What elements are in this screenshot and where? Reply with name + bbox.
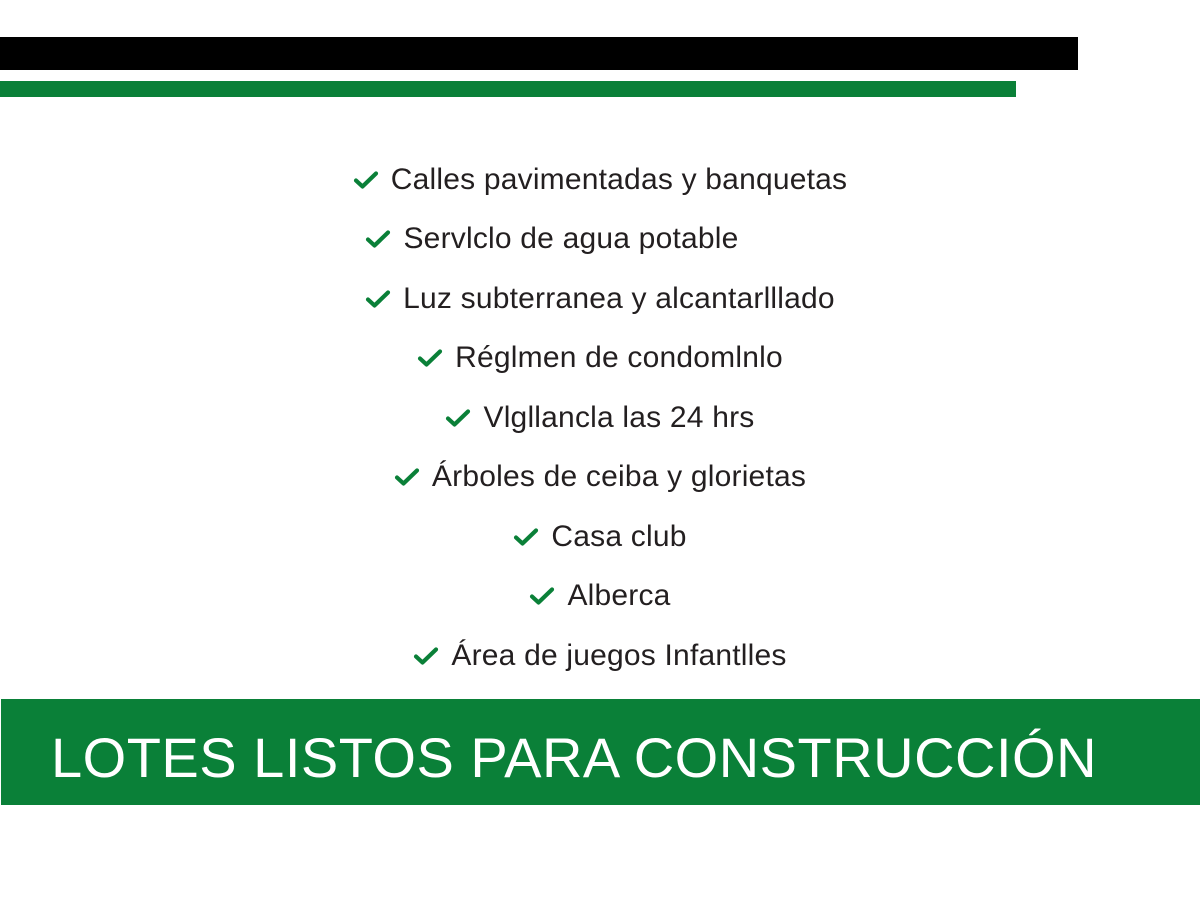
check-icon: [394, 466, 420, 488]
list-item: [0, 210, 1152, 270]
amenities-list: [0, 150, 1200, 686]
cta-banner: [1, 699, 1200, 805]
list-item: [0, 626, 1200, 686]
check-icon: [529, 585, 555, 607]
check-icon: [365, 228, 391, 250]
header-black-bar: [0, 37, 1078, 70]
check-icon: [417, 347, 443, 369]
list-item: [0, 269, 1200, 329]
feature-label: Servlclo de agua potable: [403, 222, 739, 256]
feature-label: Réglmen de condomlnlo: [455, 341, 783, 375]
list-item: [0, 388, 1200, 448]
list-item: [0, 150, 1200, 210]
header-green-bar: [0, 81, 1016, 97]
list-item: [0, 329, 1200, 389]
feature-label: Alberca: [567, 579, 671, 613]
feature-label: Vlgllancla las 24 hrs: [483, 400, 755, 434]
feature-label: Casa club: [551, 519, 687, 553]
banner-title: LOTES LISTOS PARA CONSTRUCCIÓN: [51, 726, 1098, 789]
check-icon: [353, 169, 379, 191]
feature-label: Calles pavimentadas y banquetas: [390, 162, 848, 196]
feature-label: Árboles de ceiba y glorietas: [431, 460, 807, 494]
list-item: [0, 507, 1200, 567]
check-icon: [413, 645, 439, 667]
feature-label: Luz subterranea y alcantarlllado: [403, 281, 835, 315]
check-icon: [365, 288, 391, 310]
list-item: [0, 448, 1200, 508]
check-icon: [513, 526, 539, 548]
feature-label: Área de juegos Infantlles: [451, 638, 787, 672]
list-item: [0, 567, 1200, 627]
check-icon: [445, 407, 471, 429]
